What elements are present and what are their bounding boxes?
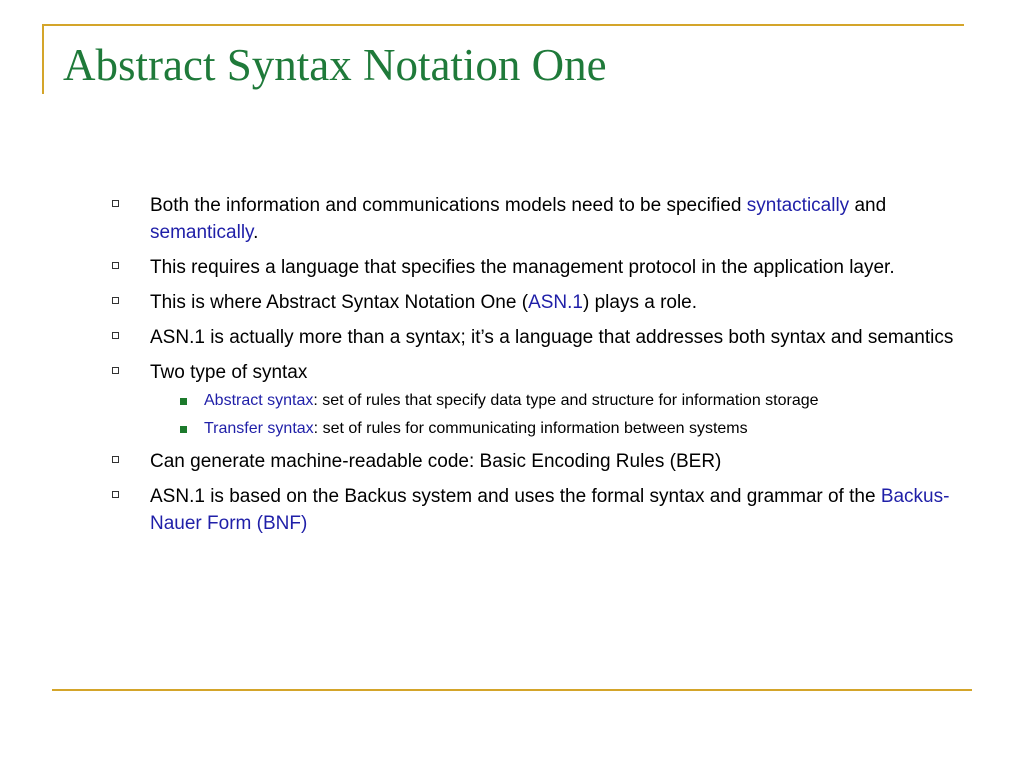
hollow-square-bullet-icon bbox=[112, 332, 119, 339]
hollow-square-bullet-icon bbox=[112, 262, 119, 269]
bullet-text bbox=[150, 195, 886, 243]
sub-bullet-text bbox=[204, 420, 748, 437]
text-run: : set of rules that specify data type and structure for information storage bbox=[313, 392, 819, 409]
text-run: ) plays a role. bbox=[582, 292, 698, 313]
highlight-term: semantically bbox=[150, 222, 254, 243]
text-run: ASN.1 is actually more than a syntax; it’s a language that addresses both syntax and semantics bbox=[150, 327, 954, 348]
text-run: This is where Abstract Syntax Notation One ( bbox=[150, 292, 529, 313]
bullet-item bbox=[110, 483, 990, 537]
bullet-text bbox=[150, 327, 953, 348]
filled-square-bullet-icon bbox=[180, 426, 187, 433]
highlight-term: Transfer syntax bbox=[204, 420, 314, 437]
bullet-text bbox=[150, 257, 895, 278]
text-run: Two type of syntax bbox=[150, 362, 308, 383]
bullet-item bbox=[110, 359, 990, 440]
bullet-item bbox=[110, 289, 990, 316]
text-run: : set of rules for communicating information between systems bbox=[313, 420, 748, 437]
sub-bullet-list bbox=[150, 390, 990, 440]
sub-bullet-text bbox=[204, 392, 819, 409]
bullet-list bbox=[110, 192, 990, 545]
bullet-item bbox=[110, 192, 990, 246]
highlight-term: Backus-Nauer Form (BNF) bbox=[150, 486, 950, 534]
text-run: and bbox=[849, 195, 887, 216]
highlight-term: Abstract syntax bbox=[204, 392, 314, 409]
bottom-accent-line bbox=[52, 689, 972, 691]
bullet-text bbox=[150, 292, 697, 313]
bullet-text bbox=[150, 362, 307, 383]
filled-square-bullet-icon bbox=[180, 398, 187, 405]
highlight-term: syntactically bbox=[746, 195, 850, 216]
hollow-square-bullet-icon bbox=[112, 367, 119, 374]
bullet-item bbox=[110, 448, 990, 475]
highlight-term: ASN.1 bbox=[528, 292, 583, 313]
bullet-text bbox=[150, 451, 721, 472]
hollow-square-bullet-icon bbox=[112, 491, 119, 498]
top-accent-line bbox=[42, 24, 964, 26]
sub-bullet-item bbox=[150, 390, 990, 412]
text-run: Both the information and communications models need to be specified bbox=[150, 195, 747, 216]
text-run: Can generate machine-readable code: Basic Encoding Rules (BER) bbox=[150, 451, 722, 472]
bullet-item bbox=[110, 324, 990, 351]
sub-bullet-item bbox=[150, 418, 990, 440]
hollow-square-bullet-icon bbox=[112, 297, 119, 304]
hollow-square-bullet-icon bbox=[112, 200, 119, 207]
hollow-square-bullet-icon bbox=[112, 456, 119, 463]
bullet-item bbox=[110, 254, 990, 281]
text-run: . bbox=[253, 222, 259, 243]
text-run: This requires a language that specifies the management protocol in the application layer. bbox=[150, 257, 895, 278]
slide-title: Abstract Syntax Notation One bbox=[63, 40, 607, 90]
left-accent-line bbox=[42, 24, 44, 94]
bullet-text bbox=[150, 486, 949, 534]
text-run: ASN.1 is based on the Backus system and uses the formal syntax and grammar of the bbox=[150, 486, 881, 507]
